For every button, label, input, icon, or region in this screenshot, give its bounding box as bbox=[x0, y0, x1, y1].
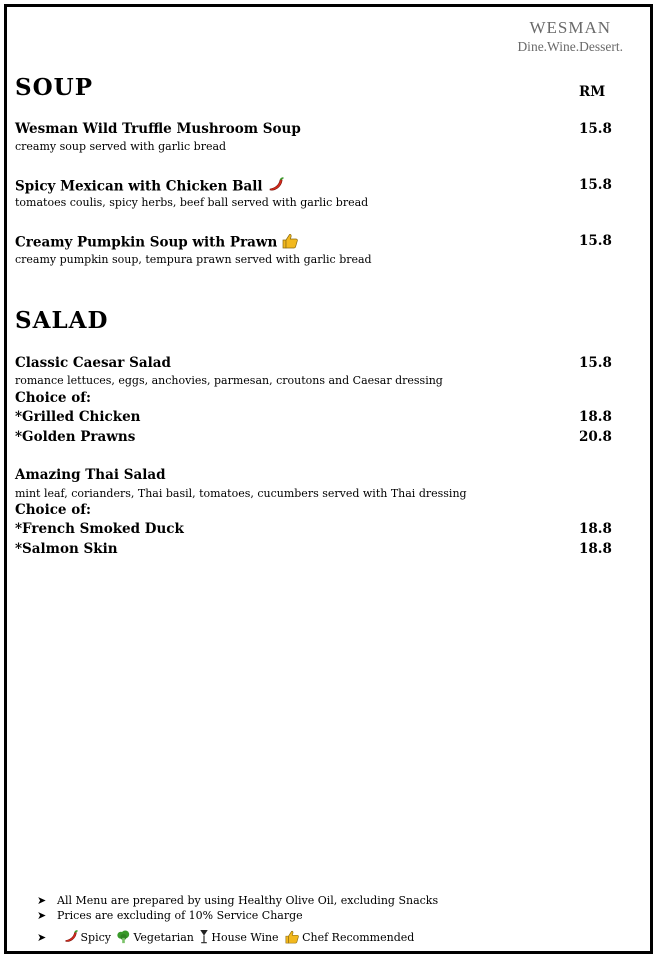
footer-note: ➤ Prices are excluding of 10% Service Charge bbox=[37, 909, 303, 922]
menu-item-name: Spicy Mexican with Chicken Ball bbox=[15, 177, 285, 197]
menu-item-price: 15.8 bbox=[579, 177, 612, 193]
legend-vegetarian: Vegetarian bbox=[133, 931, 194, 944]
choice-name: *Grilled Chicken bbox=[15, 409, 141, 425]
brand-name: WESMAN bbox=[529, 18, 611, 37]
chili-icon bbox=[63, 930, 79, 947]
menu-item-desc: romance lettuces, eggs, anchovies, parmesan, croutons and Caesar dressing bbox=[15, 374, 443, 387]
chili-icon bbox=[267, 177, 285, 197]
section-title-salad: SALAD bbox=[15, 307, 109, 334]
choice-label: Choice of: bbox=[15, 502, 91, 518]
choice-name: *French Smoked Duck bbox=[15, 521, 184, 537]
choice-name: *Golden Prawns bbox=[15, 429, 136, 445]
legend-house-wine: House Wine bbox=[211, 931, 279, 944]
thumbs-up-icon bbox=[281, 233, 299, 253]
choice-label: Choice of: bbox=[15, 390, 91, 406]
wine-glass-icon bbox=[199, 929, 209, 947]
menu-item-price: 15.8 bbox=[579, 233, 612, 249]
menu-item-name: Wesman Wild Truffle Mushroom Soup bbox=[15, 121, 301, 137]
menu-item-price: 15.8 bbox=[579, 355, 612, 371]
menu-item-name: Classic Caesar Salad bbox=[15, 355, 171, 371]
menu-item-name: Amazing Thai Salad bbox=[15, 467, 166, 483]
menu-item-desc: mint leaf, corianders, Thai basil, tomatoes, cucumbers served with Thai dressing bbox=[15, 487, 467, 500]
choice-price: 20.8 bbox=[579, 429, 612, 445]
section-title-soup: SOUP bbox=[15, 74, 93, 101]
thumbs-up-icon bbox=[284, 930, 300, 947]
choice-name: *Salmon Skin bbox=[15, 541, 118, 557]
menu-item-desc: tomatoes coulis, spicy herbs, beef ball served with garlic bread bbox=[15, 196, 369, 209]
brand-tagline: Dine.Wine.Dessert. bbox=[517, 39, 623, 54]
arrow-bullet-icon: ➤ bbox=[37, 931, 47, 944]
choice-price: 18.8 bbox=[579, 409, 612, 425]
legend-spicy: Spicy bbox=[80, 931, 111, 944]
choice-price: 18.8 bbox=[579, 541, 612, 557]
broccoli-icon bbox=[116, 930, 131, 947]
legend-chef-recommended: Chef Recommended bbox=[302, 931, 415, 944]
footer-legend bbox=[37, 929, 414, 947]
arrow-bullet-icon: ➤ bbox=[37, 909, 47, 922]
choice-price: 18.8 bbox=[579, 521, 612, 537]
menu-item-price: 15.8 bbox=[579, 121, 612, 137]
currency-label: RM bbox=[579, 84, 606, 100]
footer-note: ➤ All Menu are prepared by using Healthy Olive Oil, excluding Snacks bbox=[37, 894, 439, 907]
brand-logo bbox=[517, 18, 623, 55]
menu-item-name: Creamy Pumpkin Soup with Prawn bbox=[15, 233, 299, 253]
arrow-bullet-icon: ➤ bbox=[37, 894, 47, 907]
menu-item-desc: creamy soup served with garlic bread bbox=[15, 140, 227, 153]
menu-item-desc: creamy pumpkin soup, tempura prawn served with garlic bread bbox=[15, 253, 372, 266]
